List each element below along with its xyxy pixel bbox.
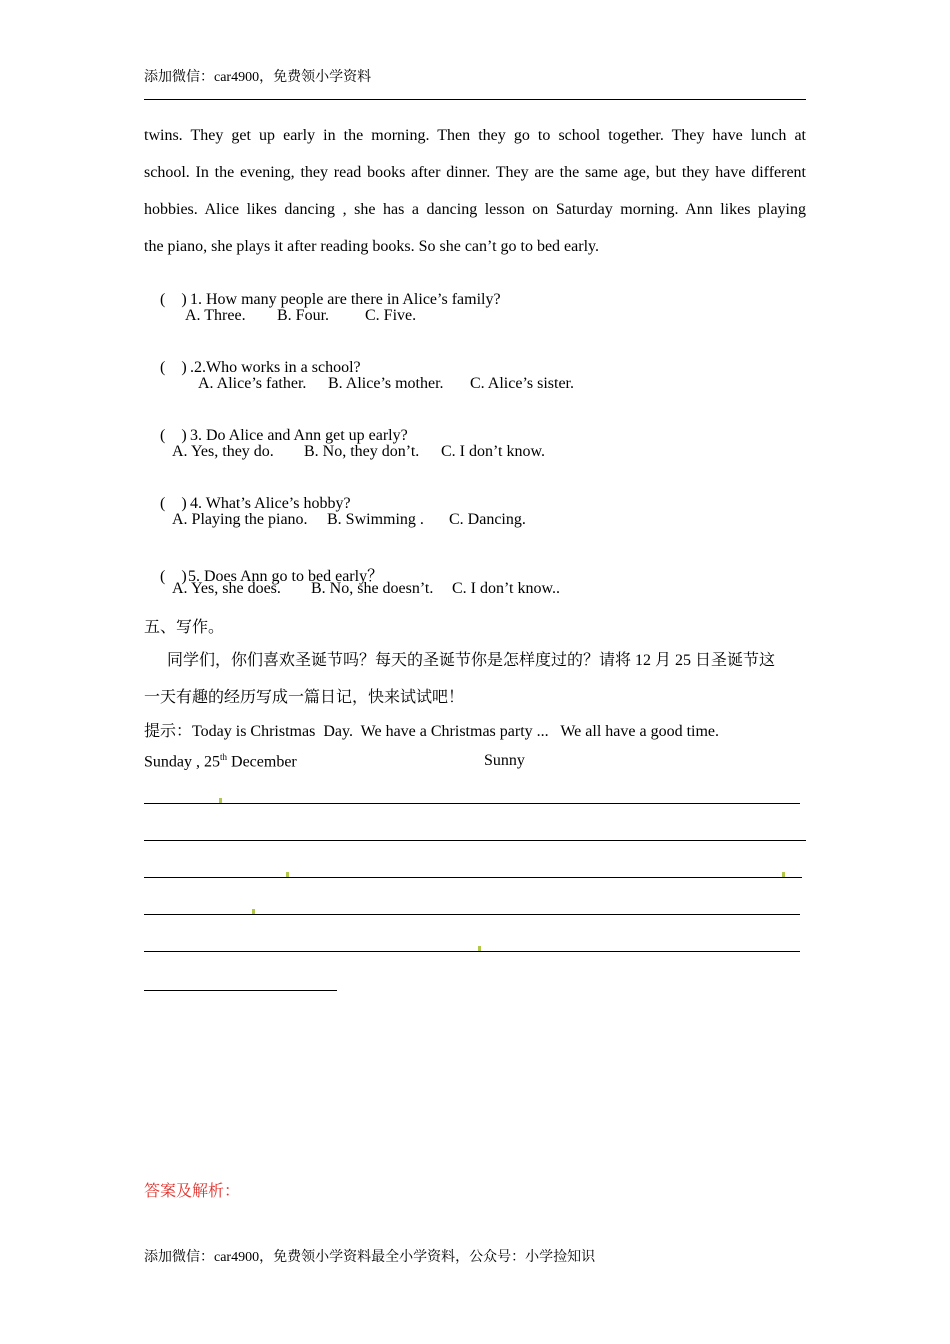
edit-marker [478,946,481,951]
q3-option-b: B. No, they don’t. [304,443,420,460]
q3-option-a: A. Yes, they do. [172,443,274,460]
writing-line-3[interactable] [144,877,802,878]
writing-line-2[interactable] [144,840,806,841]
q5-option-b: B. No, she doesn’t. [311,580,434,597]
q3-option-c: C. I don’t know. [441,443,545,460]
q1-option-a: A. Three. [185,307,246,324]
writing-line-5[interactable] [144,951,800,952]
date-month: December [227,753,297,771]
question-text: 5. Does Ann go to bed early？ [188,568,384,585]
answer-bracket[interactable]: ( ) [160,495,187,512]
writing-line-4[interactable] [144,914,800,915]
header-divider [144,99,806,100]
q2-option-b: B. Alice’s mother. [328,375,444,392]
question-text: 1. How many people are there in Alice’s family? [190,291,501,308]
edit-marker [782,872,785,877]
passage-line-4: the piano, she plays it after reading books. So she can’t go to bed early. [144,238,599,255]
page-header: 添加微信：car4900，免费领小学资料 [144,70,372,85]
writing-section-title: 五、写作。 [144,619,225,636]
passage-line-1: twins. They get up early in the morning. Then they go to school together. They have lunch at [144,127,806,144]
q2-option-a: A. Alice’s father. [198,375,307,392]
question-text: .2.Who works in a school? [190,359,361,376]
diary-weather: Sunny [484,752,525,769]
writing-prompt-line-1: 同学们，你们喜欢圣诞节吗？每天的圣诞节你是怎样度过的？请将 12 月 25 日圣诞节这 [167,652,776,669]
q4-option-b: B. Swimming . [327,511,424,528]
q1-option-b: B. Four. [277,307,330,324]
writing-prompt-line-2: 一天有趣的经历写成一篇日记，快来试试吧！ [144,689,465,706]
question-text: 3. Do Alice and Ann get up early? [190,427,408,444]
writing-hint: 提示：Today is Christmas Day. We have a Christmas party ... We all have a good time. [144,723,720,740]
passage-line-3: hobbies. Alice likes dancing , she has a dancing lesson on Saturday morning. Ann likes playing [144,201,806,218]
answer-bracket[interactable]: ( ) [160,568,187,585]
answer-bracket[interactable]: ( ) [160,359,187,376]
edit-marker [252,909,255,914]
q1-option-c: C. Five. [365,307,417,324]
writing-line-6[interactable] [144,990,337,991]
date-prefix: Sunday , 25 [144,753,220,771]
q4-option-a: A. Playing the piano. [172,511,308,528]
page-footer: 添加微信：car4900，免费领小学资料最全小学资料，公众号：小学捡知识 [144,1250,596,1265]
q5-option-c: C. I don’t know.. [452,580,560,597]
q2-option-c: C. Alice’s sister. [470,375,574,392]
edit-marker [219,798,222,803]
question-text: 4. What’s Alice’s hobby? [190,495,351,512]
date-suffix-ordinal: th [220,752,228,762]
q4-option-c: C. Dancing. [449,511,526,528]
q5-option-a: A. Yes, she does. [172,580,281,597]
passage-line-2: school. In the evening, they read books after dinner. They are the same age, but they have different [144,164,806,181]
answer-bracket[interactable]: ( ) [160,427,187,444]
edit-marker [286,872,289,877]
answer-heading: 答案及解析： [144,1183,241,1200]
answer-bracket[interactable]: ( ) [160,291,187,308]
writing-line-1[interactable] [144,803,800,804]
diary-date [144,752,297,771]
